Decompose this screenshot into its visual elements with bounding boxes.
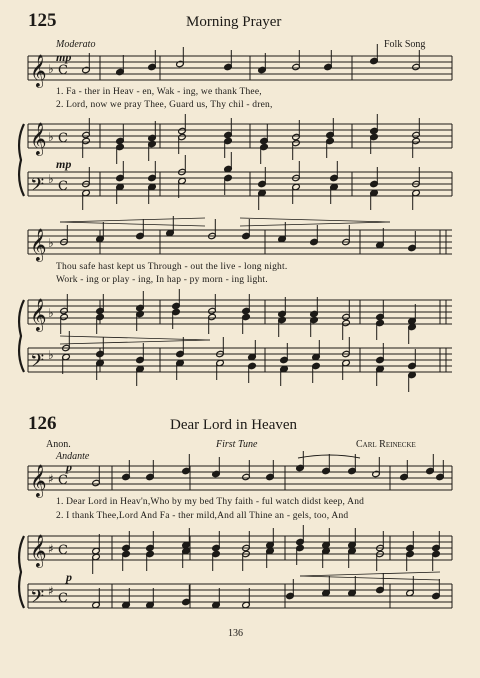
page-number: 136 [228, 628, 243, 639]
grand-staff-brace [19, 124, 24, 196]
hymn-number-125: 125 [28, 10, 57, 31]
source-label-125: Folk Song [384, 39, 426, 50]
dynamic-mark-126-treble: p [66, 460, 72, 474]
grand-staff-brace [19, 300, 24, 372]
decrescendo-mark [60, 336, 210, 340]
treble-clef: 𝄞 [30, 298, 47, 331]
key-signature: ♭ [48, 130, 54, 144]
tune-label-126: First Tune [216, 439, 258, 450]
tempo-marking-126: Andante [56, 451, 90, 462]
key-signature: ♭ [48, 236, 54, 250]
grand-staff-brace [19, 536, 24, 608]
key-signature: ♭ [48, 348, 54, 362]
time-signature: C [58, 131, 68, 146]
lyrics-125-verse2-line1: 2. Lord, now we pray Thee, Guard us, Thy chil - dren, [56, 100, 273, 110]
treble-clef: 𝄞 [30, 228, 47, 261]
time-signature: C [58, 543, 68, 558]
decrescendo-mark [240, 222, 390, 226]
time-signature: C [58, 179, 68, 194]
dynamic-mark-125-treble: mp [56, 50, 72, 64]
time-signature: C [58, 63, 68, 78]
dynamic-mark-126-bass: p [66, 570, 72, 584]
lyrics-126-verse2: 2. I thank Thee,Lord And Fa - ther mild,And all Thine an - gels, too, And [56, 511, 349, 521]
lyrics-125-verse1-line2: Thou safe hast kept us Through - out the live - long night. [56, 262, 288, 272]
crescendo-mark [300, 572, 440, 576]
key-signature: ♭ [48, 62, 54, 76]
time-signature: C [58, 473, 68, 488]
author-label-126: Anon. [46, 439, 71, 450]
treble-clef: 𝄞 [30, 122, 47, 155]
hymn-title-126: Dear Lord in Heaven [170, 417, 298, 433]
key-signature: ♯ [48, 584, 54, 598]
dynamic-mark-125-bass: mp [56, 157, 72, 171]
decrescendo-mark [60, 340, 210, 344]
hymn-title-125: Morning Prayer [186, 14, 282, 30]
crescendo-mark [300, 576, 440, 580]
composer-label-126: Carl Reinecke [356, 439, 416, 450]
key-signature: ♯ [48, 542, 54, 556]
lyrics-125-verse2-line2: Work - ing or play - ing, In hap - py morn - ing light. [56, 275, 268, 285]
crescendo-mark [60, 222, 205, 226]
bass-clef: 𝄢 [30, 175, 45, 200]
lyrics-125-verse1-line1: 1. Fa - ther in Heav - en, Wak - ing, we thank Thee, [56, 87, 262, 97]
decrescendo-mark [240, 218, 390, 222]
bass-clef: 𝄢 [30, 351, 45, 376]
time-signature: C [58, 591, 68, 606]
treble-clef: 𝄞 [30, 534, 47, 567]
treble-clef: 𝄞 [30, 54, 47, 87]
crescendo-mark [60, 218, 205, 222]
treble-clef: 𝄞 [30, 464, 47, 497]
hymn-number-126: 126 [28, 413, 57, 434]
bass-clef: 𝄢 [30, 587, 45, 612]
key-signature: ♯ [48, 472, 54, 486]
key-signature: ♭ [48, 172, 54, 186]
lyrics-126-verse1: 1. Dear Lord in Heav'n,Who by my bed Thy faith - ful watch didst keep, And [56, 497, 365, 507]
key-signature: ♭ [48, 306, 54, 320]
tempo-marking-125: Moderato [56, 39, 96, 50]
